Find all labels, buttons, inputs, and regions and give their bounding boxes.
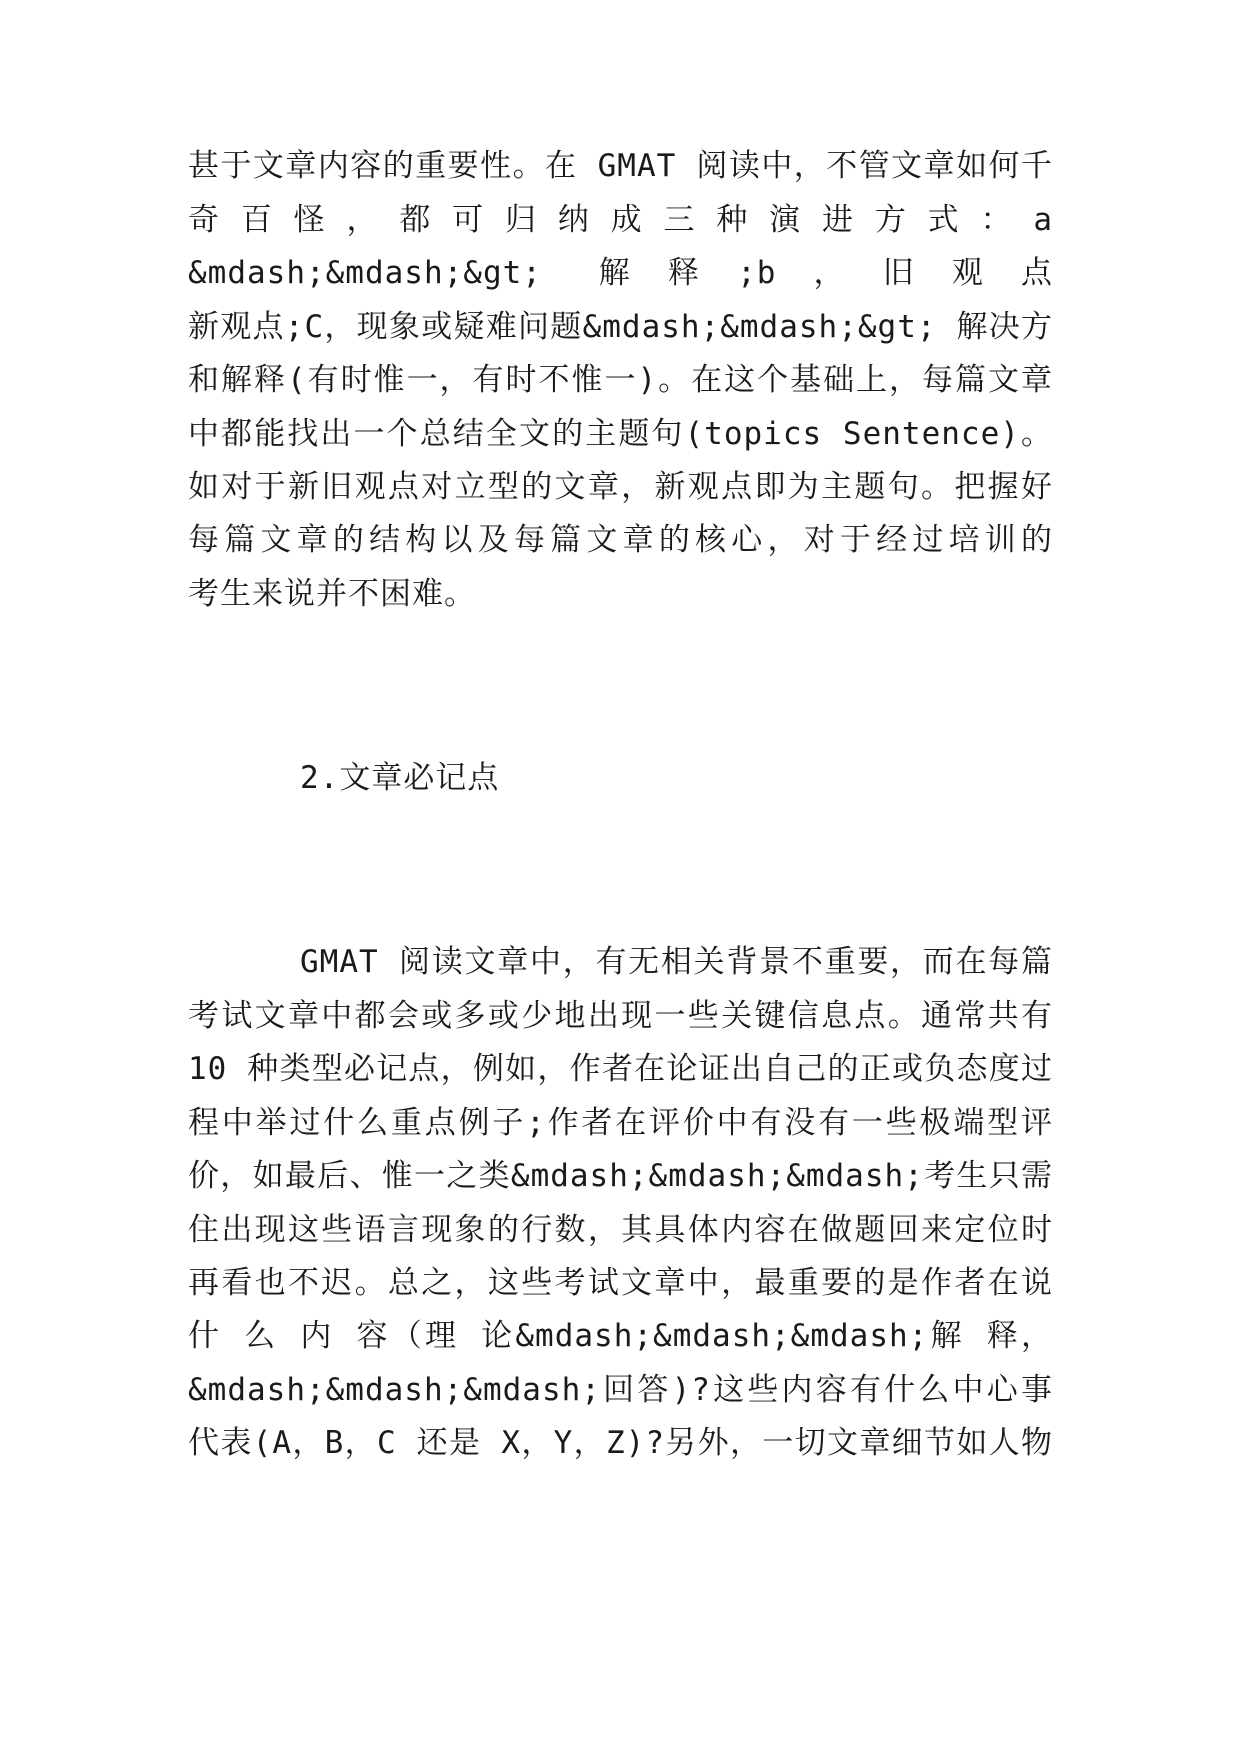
paragraph-2-line-2: 考试文章中都会或多或少地出现一些关键信息点。通常共有: [188, 998, 1053, 1034]
paragraph-1-line-6: 中都能找出一个总结全文的主题句(topics Sentence)。: [188, 416, 1053, 452]
paragraph-2-line-7: 再看也不迟。总之，这些考试文章中，最重要的是作者在说: [188, 1265, 1053, 1301]
paragraph-2-line-10: 代表(A，B，C 还是 X，Y，Z)?另外，一切文章细节如人物: [188, 1425, 1053, 1461]
paragraph-1-line-7: 如对于新旧观点对立型的文章，新观点即为主题句。把握好: [188, 469, 1053, 505]
paragraph-1-line-5: 和解释(有时惟一，有时不惟一)。在这个基础上，每篇文章: [188, 362, 1053, 398]
paragraph-1-line-4: 新观点;C，现象或疑难问题&mdash;&mdash;&gt; 解决方: [188, 309, 1053, 345]
paragraph-2-line-5: 价，如最后、惟一之类&mdash;&mdash;&mdash;考生只需: [188, 1158, 1053, 1194]
paragraph-1-line-8: 每篇文章的结构以及每篇文章的核心，对于经过培训的: [188, 522, 1053, 558]
paragraph-2-line-8: 什 么 内 容（理 论&mdash;&mdash;&mdash;解 释，: [188, 1318, 1053, 1354]
paragraph-1-line-9: 考生来说并不困难。: [188, 576, 476, 612]
paragraph-2-line-3: 10 种类型必记点，例如，作者在论证出自己的正或负态度过: [188, 1051, 1053, 1087]
paragraph-1-line-2: 奇 百 怪 ， 都 可 归 纳 成 三 种 演 进 方 式 ： a: [188, 202, 1053, 238]
paragraph-2-line-4: 程中举过什么重点例子;作者在评价中有没有一些极端型评: [188, 1105, 1053, 1141]
paragraph-2-line-1: GMAT 阅读文章中，有无相关背景不重要，而在每篇: [300, 944, 1053, 980]
paragraph-2-line-6: 住出现这些语言现象的行数，其具体内容在做题回来定位时: [188, 1212, 1053, 1248]
paragraph-1-line-3: &mdash;&mdash;&gt; 解释;b，旧观点: [188, 255, 1053, 291]
paragraph-2-line-9: &mdash;&mdash;&mdash;回答)?这些内容有什么中心事: [188, 1372, 1053, 1408]
section-heading: 2.文章必记点: [300, 760, 500, 796]
paragraph-1-line-1: 甚于文章内容的重要性。在 GMAT 阅读中，不管文章如何千: [188, 148, 1053, 184]
